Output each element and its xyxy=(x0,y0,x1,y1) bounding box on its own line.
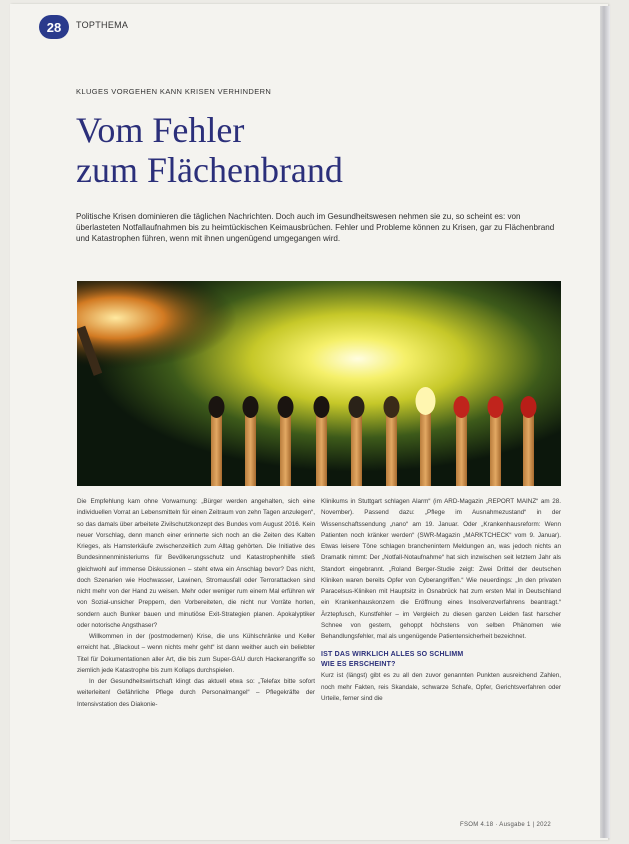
page-footer: FSOM 4.18 · Ausgabe 1 | 2022 xyxy=(460,822,552,828)
article-column-1 xyxy=(77,496,315,826)
article-lead: Politische Krisen dominieren die täglichen Nachrichten. Doch auch im Gesundheitswesen nehmen sie zu, so scheint es: von überlasteten Notfallaufnahmen bis zu heimtückischen Keimausbrüchen. Fehler und Probleme können zu Krisen, gar zu Flächenbrand und Katastrophen führen, wenn mit ihnen ungenügend umgegangen wird. xyxy=(76,212,555,244)
page-number-badge: 28 xyxy=(39,15,69,39)
page-edge xyxy=(600,6,610,838)
hero-image-burning-matches xyxy=(77,281,561,486)
article-column-2 xyxy=(321,496,561,826)
article-kicker: KLUGES VORGEHEN KANN KRISEN VERHINDERN xyxy=(76,87,272,96)
article-title xyxy=(76,110,536,190)
paragraph: Klinikums in Stuttgart schlagen Alarm“ (im ARD-Magazin „REPORT MAINZ“ am 28. November). Passend dazu: „Pflege im Ausnahmezustand“ in der Wissenschaftssendung „nano“ am 19. Januar. Oder „Krankenhausreform: Wenn Patienten noch kränker werden“ (SWR-Magazin „MARKTCHECK“ vom 9. Januar). Etwas leisere Töne schlagen branchenintern Meldungen an, was jedoch nichts an Dramatik nimmt: Der „Notfall-Notaufnahme“ hat sich inzwischen seit letztem Jahr als Standort eingebrannt. „Roland Berger-Studie zeigt: Zwei Drittel der deutschen Kliniken waren bereits Opfer von Cyberangriffen.“ Wie neuerdings: „In den privaten Paracelsus-Kliniken mit Hauptsitz in Osnabrück hat zum ersten Mal in Deutschland ein Krankenhauskonzern die Eröffnung eines Insolvenzverfahrens beantragt.“ Ärztepfusch, Kunstfehler – im Vergleich zu diesen ganzen Leiden fast harscher Schnee von gestern, gehoppt höchstens von selben Phänomen wie Behandlungsfehler, mal als ungenügende Patientensicherheit bezeichnet. xyxy=(321,498,561,640)
subheading-line-1: IST DAS WIRKLICH ALLES SO SCHLIMM xyxy=(321,651,464,659)
paragraph: Die Empfehlung kam ohne Vorwarnung: „Bürger werden angehalten, sich eine individuellen Vorrat an Lebensmitteln für einen Zeitraum von zehn Tagen anzulegen“, so das damals über arbeitete Zivilschutzkonzept des Bundes vom August 2016. Kein neuer Vorschlag, denn manch einer erinnerte sich noch an die Zeiten des Kalten Krieges, als Hamsterkäufe zwischenzeitlich zum Alltag gehörten. Die Initiative des Bundesinnenministeriums für Bevölkerungsschutz und Katastrophenhilfe stieß gleichwohl auf immense Diskussionen – steht etwa ein Anschlag bevor? Das nicht, doch Szenarien wie Hochwasser, Lawinen, Stromausfall oder Terrorattacken sind nicht mehr von der Hand zu weisen. Mehr oder weniger rum einem Mal erführen wir von Sozial-unsicher Preppern, den Vorbereiteten, die nicht nur Vorräte horten, sondern auch Bunker bauen und minutiöse Exit-Strategien planen. Apokalyptiker oder notorische Angsthaser? xyxy=(77,498,315,629)
title-line-1: Vom Fehler xyxy=(76,110,245,150)
unlit-matches xyxy=(454,396,537,486)
subheading-line-2: WIE ES ERSCHEINT? xyxy=(321,661,396,669)
paragraph: In der Gesundheitswirtschaft klingt das aktuell etwa so: „Telefax bitte sofort weiterleiten! Gefährliche Pflege durch Personalmangel“ – Pflegekräfte der Intensivstation des Diakonie- xyxy=(77,678,315,708)
title-line-2: zum Flächenbrand xyxy=(76,150,343,190)
matches-illustration xyxy=(77,281,561,486)
article-subheading xyxy=(321,650,561,670)
paragraph: Kurz ist (längst) gibt es zu all den zuvor genannten Punkten ausreichend Zahlen, noch mehr Fakten, reis Skandale, schwarze Schafe, Opfer, Gerichtsverfahren oder Urteile, ferner sind die xyxy=(321,672,561,702)
paragraph: Willkommen in der (postmodernen) Krise, die uns Kühlschränke und Keller erreicht hat. „Blackout – wenn nichts mehr geht“ ist dann weither auch ein beliebter Titel für Dokumentationen aller Art, die bis zum Super-GAU durch Hackerangriffe so ziemlich jede Katastrophe bis zum Kollaps durchspielen. xyxy=(77,633,315,674)
section-label: TOPTHEMA xyxy=(76,20,129,30)
